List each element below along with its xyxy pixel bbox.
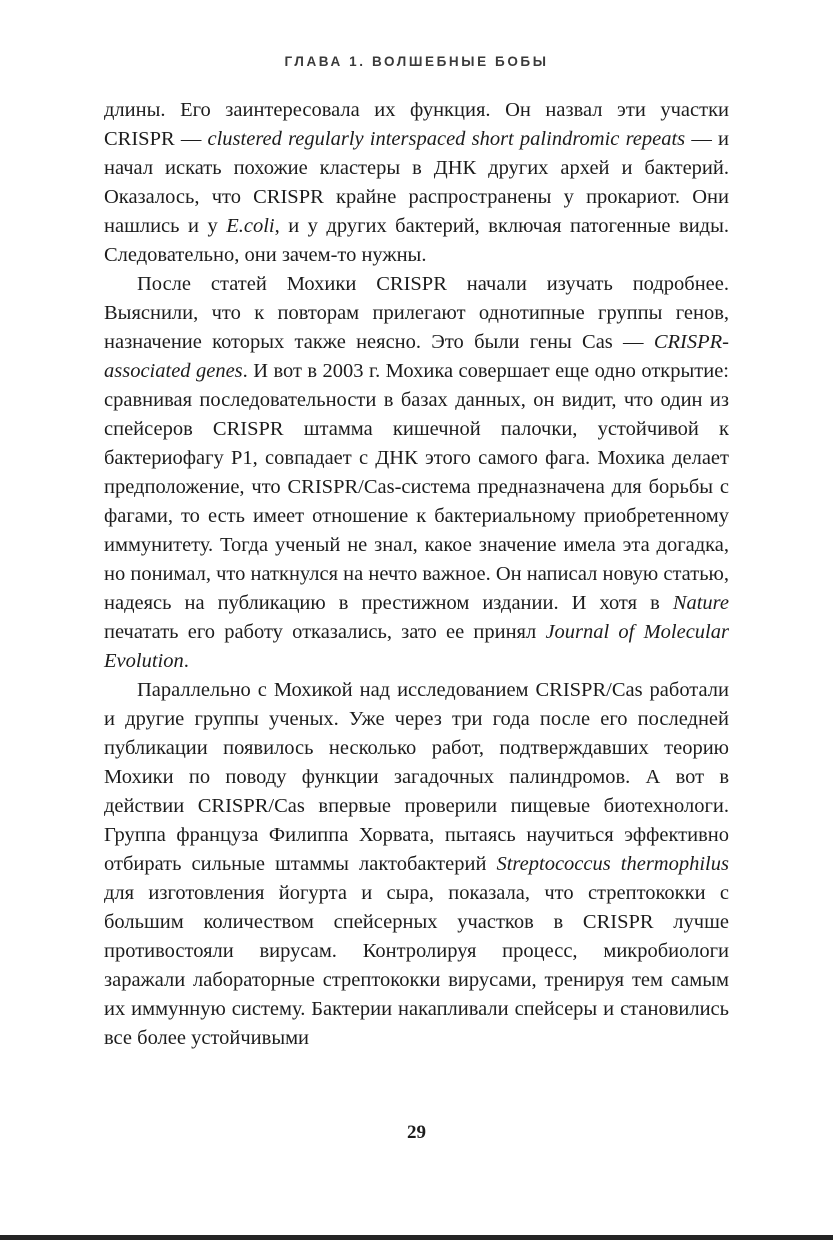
italic-text-run: E.coli <box>226 215 275 237</box>
text-run: После статей Мохики CRISPR начали изучать подробнее. Выяснили, что к повторам прилегают однотипные группы генов, назначение которых также неясно. Это были гены Cas — <box>104 273 729 353</box>
text-run: Параллельно с Мохикой над исследованием CRISPR/Cas работали и другие группы ученых. Уже через три года после его последней публикации появилось несколько работ, подтверждавших теорию Мохики по поводу функции загадочных палиндромов. А вот в действии CRISPR/Cas впервые проверили пищевые биотехнологи. Группа француза Филиппа Хорвата, пытаясь научиться эффективно отбирать сильные штаммы лактобактерий <box>104 679 729 875</box>
page-bottom-edge <box>0 1235 833 1240</box>
text-run: — и начал искать похожие кластеры в ДНК других архей и бактерий. Оказалось, что CRISPR крайне распространены у прокариот. Они нашлись и у <box>104 128 729 237</box>
text-run: , и у других бактерий, включая патогенные виды. Следовательно, они зачем-то нужны. <box>104 215 729 266</box>
paragraph <box>104 676 729 1053</box>
italic-text-run: clustered regularly interspaced short palindromic repeats <box>207 128 686 150</box>
text-run: печатать его работу отказались, зато ее принял <box>104 621 546 643</box>
paragraph <box>104 270 729 676</box>
chapter-running-header: ГЛАВА 1. ВОЛШЕБНЫЕ БОБЫ <box>284 54 549 69</box>
page-body <box>104 96 729 1053</box>
italic-text-run: CRISPR-associated genes <box>104 331 729 382</box>
text-run: . <box>183 650 189 672</box>
text-run: . И вот в 2003 г. Мохика совершает еще одно открытие: сравнивая последовательности в базах данных, он видит, что один из спейсеров CRISPR штамма кишечной палочки, устойчивой к бактериофагу P1, совпадает с ДНК этого самого фага. Мохика делает предположение, что CRISPR/Cas-система предназначена для борьбы с фагами, то есть имеет отношение к бактериальному приобретенному иммунитету. Тогда ученый не знал, какое значение имела эта догадка, но понимал, что наткнулся на нечто важное. Он написал новую статью, надеясь на публикацию в престижном издании. И хотя в <box>104 360 729 614</box>
italic-text-run: Journal of Molecular Evolution <box>104 621 729 672</box>
text-run: длины. Его заинтересовала их функция. Он назвал эти участки CRISPR — <box>104 99 729 150</box>
italic-text-run: Nature <box>672 592 729 614</box>
page-number: 29 <box>407 1122 426 1143</box>
text-run: для изготовления йогурта и сыра, показала, что стрептококки с большим количеством спейсерных участков в CRISPR лучше противостояли вирусам. Контролируя процесс, микробиологи заражали лабораторные стрептококки вирусами, тренируя тем самым их иммунную систему. Бактерии накапливали спейсеры и становились все более устойчивыми <box>104 882 729 1049</box>
paragraph <box>104 96 729 270</box>
italic-text-run: Streptococcus thermophilus <box>496 853 729 875</box>
